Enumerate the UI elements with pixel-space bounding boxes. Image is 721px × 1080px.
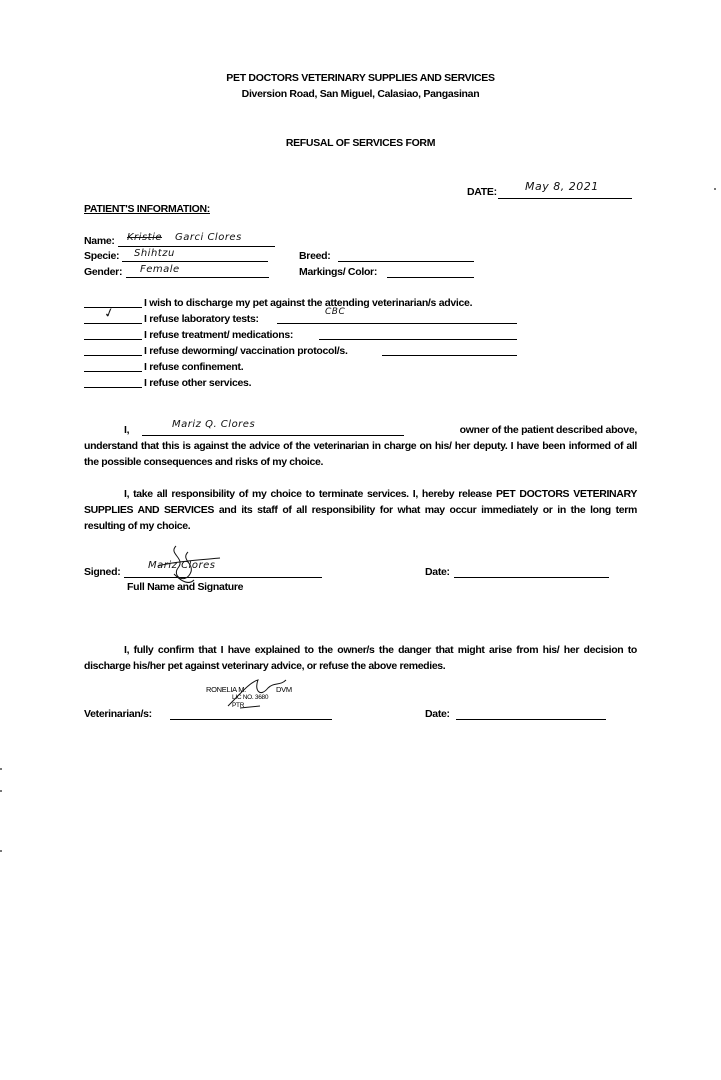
vet-stamp-line2: LIC NO. 3680 [232,694,269,701]
breed-label: Breed: [299,250,331,262]
owner-signature-name: Mariz Clores [148,560,216,571]
gender-label: Gender: [84,266,123,278]
option-label: I refuse other services. [144,377,252,389]
option-label: I refuse confinement. [144,361,244,373]
checkmark-icon: ✓ [102,304,118,323]
owner-date-line [454,577,609,578]
markings-line [387,277,474,278]
vet-date-line [456,719,606,720]
date-label: DATE: [467,186,497,198]
company-address: Diversion Road, San Miguel, Calasiao, Pangasinan [241,88,480,100]
date-line [498,198,632,199]
veterinarian-line [170,719,332,720]
scan-speck [0,768,2,770]
option-detail-line [382,355,517,356]
specie-line [122,261,268,262]
option-label: I refuse treatment/ medications: [144,329,294,341]
option-detail-line [319,339,517,340]
vet-stamp-line3: PTR [232,702,245,709]
name-line [118,246,275,247]
gender-value: Female [140,264,180,275]
option-check-line [84,371,142,372]
name-value: Garci Clores [175,232,242,243]
option-label: I wish to discharge my pet against the attending veterinarian/s advice. [144,297,473,309]
option-label: I refuse deworming/ vaccination protocol/s. [144,345,348,357]
vet-statement: I, fully confirm that I have explained to the owner/s the danger that might arise from his/ her decision to discharge his/her pet against veterinary advice, or refuse the above remedies. [84,644,637,672]
vet-date-label: Date: [425,708,450,720]
breed-line [338,261,474,262]
owner-name-value: Mariz Q. Clores [172,419,256,430]
name-label: Name: [84,235,115,247]
owner-statement-text2: understand that this is against the advice of the veterinarian in charge on his/ her deputy. I have been informed of all the possible consequences and risks of my choice. [84,440,637,468]
vet-stamp-line1b: DVM [276,685,292,694]
option-check-line [84,355,142,356]
name-struck-value: Kristie [127,232,163,243]
option-label: I refuse laboratory tests: [144,313,259,325]
option-check-line [84,387,142,388]
patient-info-heading: PATIENT'S INFORMATION: [84,203,210,215]
scan-speck [0,850,2,852]
vet-stamp-line1: RONELIA M. [206,685,246,694]
owner-date-label: Date: [425,566,450,578]
option-check-line [84,323,142,324]
veterinarian-label: Veterinarian/s: [84,708,152,720]
signed-label: Signed: [84,566,121,578]
form-title: REFUSAL OF SERVICES FORM [285,137,436,149]
specie-label: Specie: [84,250,120,262]
option-check-line [84,339,142,340]
specie-value: Shihtzu [134,248,175,259]
markings-label: Markings/ Color: [299,266,378,278]
option-detail-value: CBC [325,307,346,317]
company-name: PET DOCTORS VETERINARY SUPPLIES AND SERVICES [226,72,495,84]
scan-speck [714,188,716,190]
gender-line [126,277,269,278]
owner-statement-prefix: I, [124,424,130,436]
owner-statement-text1: owner of the patient described above, [459,424,637,436]
date-value: May 8, 2021 [525,180,599,193]
owner-name-line [142,435,404,436]
option-detail-line [277,323,517,324]
scan-speck [0,790,2,792]
responsibility-statement: I, take all responsibility of my choice to terminate services. I, hereby release PET DOCTORS VETERINARY SUPPLIES AND SERVICES and its staff of all responsibility for what may occur immediately or in the long term resulting of my choice. [84,488,637,532]
signature-caption: Full Name and Signature [127,581,244,593]
